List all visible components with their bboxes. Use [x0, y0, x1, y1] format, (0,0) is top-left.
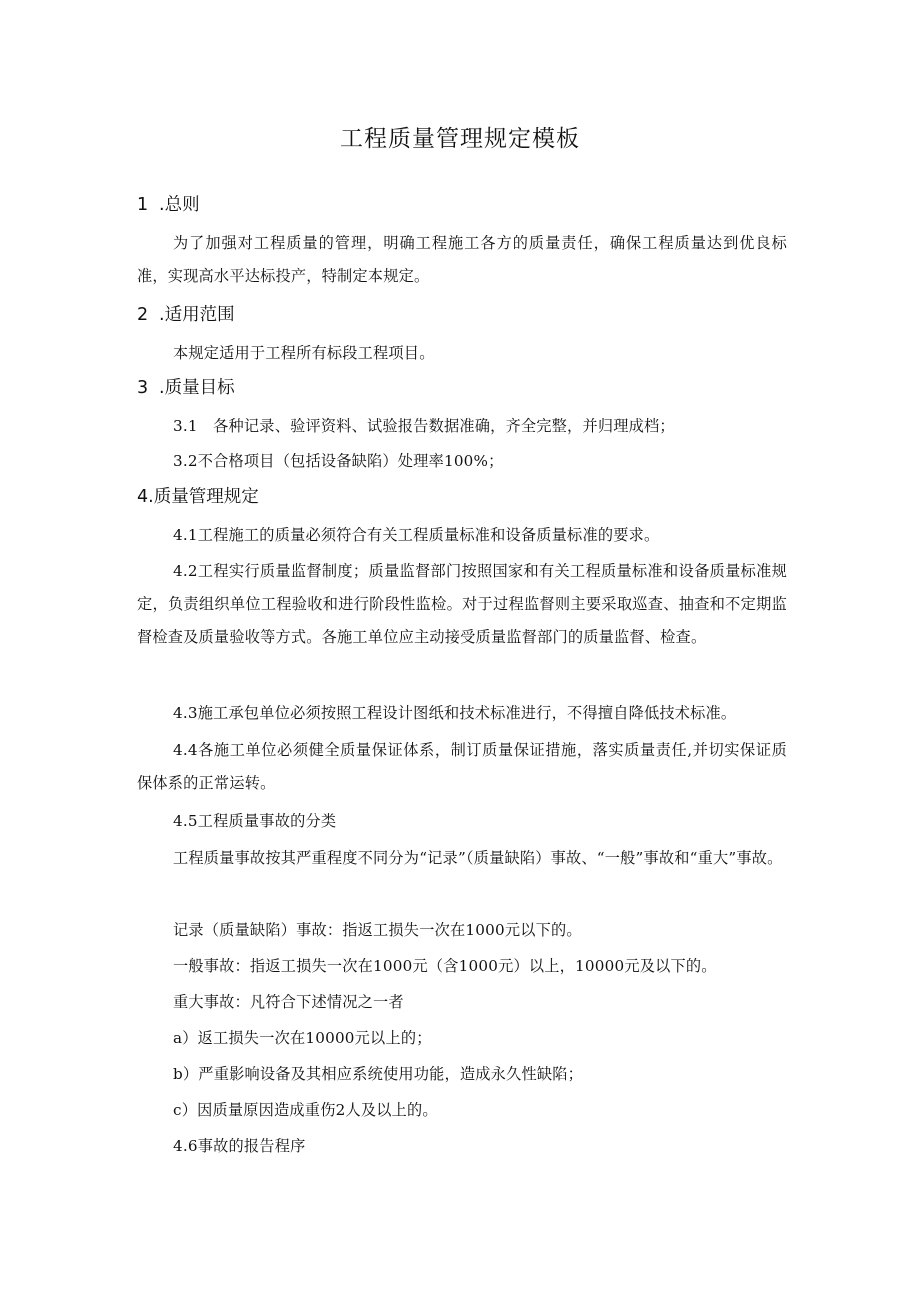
list-item-b: b）严重影响设备及其相应系统使用功能，造成永久性缺陷； [173, 1065, 583, 1083]
list-item-c: c）因质量原因造成重伤2人及以上的。 [173, 1101, 438, 1119]
page-title: 工程质量管理规定模板 [340, 126, 580, 152]
paragraph-3-2: 3.2不合格项目（包括设备缺陷）处理率100%； [173, 452, 504, 470]
paragraph-4-5-desc: 工程质量事故按其严重程度不同分为“记录”（质量缺陷）事故、“一般”事故和“重大”事故。 [173, 849, 783, 867]
section-heading-scope [137, 301, 235, 329]
section-heading-quality-goal [137, 374, 235, 402]
section-number: 1 [137, 195, 149, 215]
paragraph-4-2: 4.2工程实行质量监督制度；质量监督部门按照国家和有关工程质量标准和设备质量标准规定，负责组织单位工程验收和进行阶段性监检。对于过程监督则主要采取巡查、抽查和不定期监督检查及质量验收等方式。各施工单位应主动接受质量监督部门的质量监督、检查。 [137, 562, 787, 646]
section-label: .总则 [159, 195, 200, 215]
paragraph-general: 为了加强对工程质量的管理，明确工程施工各方的质量责任，确保工程质量达到优良标准，实现高水平达标投产，特制定本规定。 [137, 234, 787, 285]
paragraph-3-1: 3.1 各种记录、验评资料、试验报告数据准确，齐全完整，并归理成档； [173, 417, 675, 435]
paragraph-record-accident: 记录（质量缺陷）事故：指返工损失一次在1000元以下的。 [173, 921, 582, 939]
section-label: .质量目标 [159, 378, 235, 398]
paragraph-major-accident: 重大事故：凡符合下述情况之一者 [173, 993, 404, 1011]
paragraph-4-3: 4.3施工承包单位必须按照工程设计图纸和技术标准进行，不得擅自降低技术标准。 [173, 704, 737, 722]
section-heading-management: 4.质量管理规定 [137, 487, 259, 507]
section-number: 2 [137, 305, 149, 325]
paragraph-scope: 本规定适用于工程所有标段工程项目。 [173, 344, 435, 362]
paragraph-4-6: 4.6事故的报告程序 [173, 1137, 306, 1155]
section-heading-general [137, 191, 200, 219]
section-label: .适用范围 [159, 305, 235, 325]
paragraph-4-5: 4.5工程质量事故的分类 [173, 812, 337, 830]
section-number: 3 [137, 378, 149, 398]
paragraph-4-4: 4.4各施工单位必须健全质量保证体系，制订质量保证措施，落实质量责任,并切实保证质保体系的正常运转。 [137, 741, 787, 792]
paragraph-general-accident: 一般事故：指返工损失一次在1000元（含1000元）以上，10000元及以下的。 [173, 957, 717, 975]
paragraph-4-1: 4.1工程施工的质量必须符合有关工程质量标准和设备质量标准的要求。 [173, 526, 660, 544]
list-item-a: a）返工损失一次在10000元以上的； [173, 1029, 432, 1047]
